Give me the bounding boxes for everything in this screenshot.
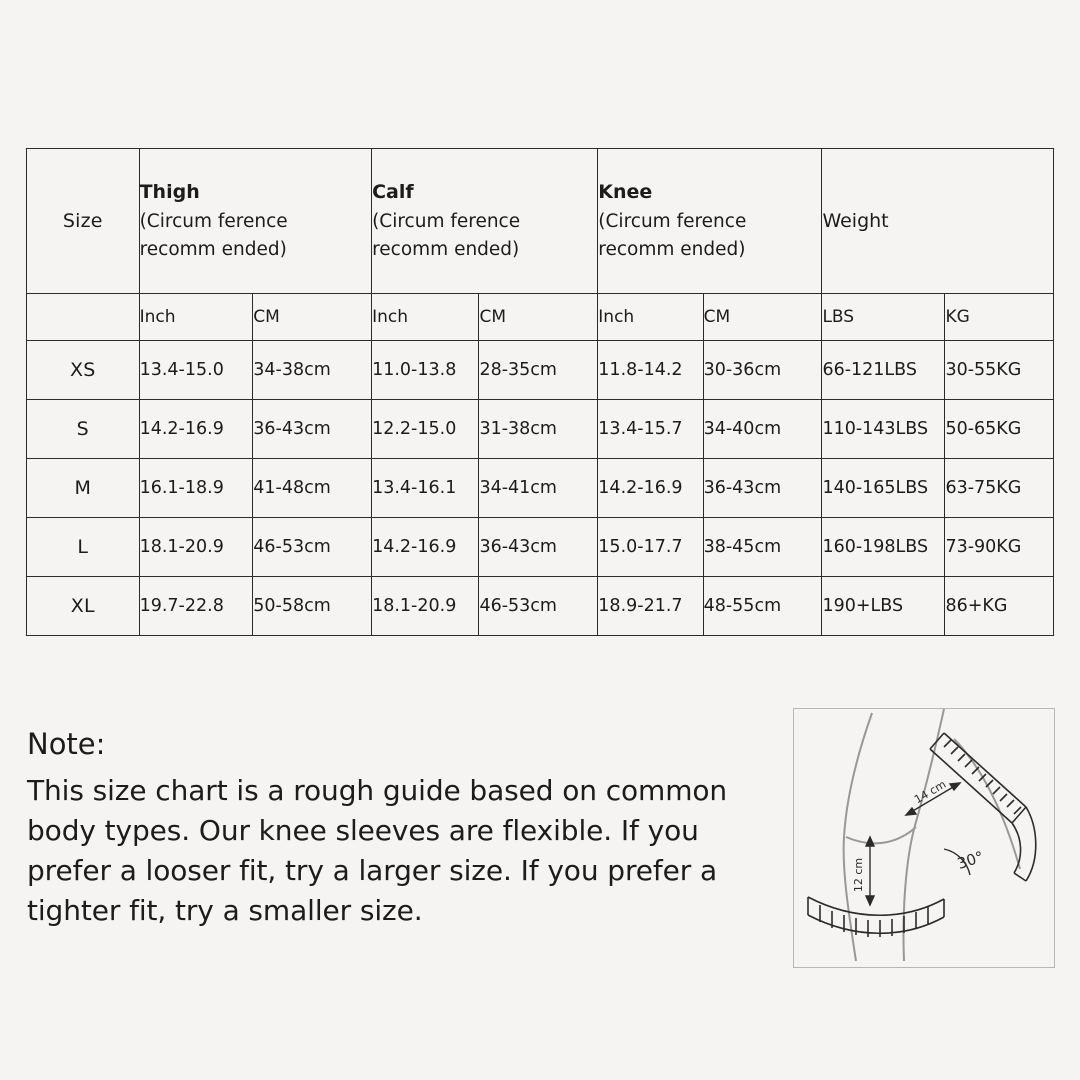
cell-calf-inch: 11.0-13.8	[372, 341, 479, 400]
table-unit-row	[27, 294, 1054, 341]
header-calf-sub2: recomm ended)	[372, 238, 520, 260]
cell-size: M	[27, 459, 140, 518]
cell-thigh-inch: 16.1-18.9	[139, 459, 253, 518]
cell-calf-inch: 12.2-15.0	[372, 400, 479, 459]
cell-size: XS	[27, 341, 140, 400]
cell-thigh-cm: 46-53cm	[253, 518, 372, 577]
leg-measurement-diagram	[793, 708, 1055, 968]
cell-calf-inch: 14.2-16.9	[372, 518, 479, 577]
label-thigh: 14 cm	[912, 777, 949, 807]
cell-weight-kg: 50-65KG	[945, 400, 1054, 459]
cell-size: L	[27, 518, 140, 577]
cell-weight-kg: 73-90KG	[945, 518, 1054, 577]
cell-thigh-cm: 50-58cm	[253, 577, 372, 636]
header-thigh-sub1: (Circum ference	[139, 210, 288, 232]
cell-knee-inch: 11.8-14.2	[598, 341, 703, 400]
unit-knee-cm: CM	[703, 294, 822, 341]
cell-weight-kg: 63-75KG	[945, 459, 1054, 518]
unit-thigh-cm: CM	[253, 294, 372, 341]
label-angle: 30°	[955, 847, 986, 873]
header-thigh-sub2: recomm ended)	[139, 238, 287, 260]
cell-thigh-inch: 18.1-20.9	[139, 518, 253, 577]
cell-weight-lbs: 160-198LBS	[822, 518, 945, 577]
table-row	[27, 459, 1054, 518]
header-calf	[372, 149, 598, 294]
cell-calf-cm: 34-41cm	[479, 459, 598, 518]
cell-calf-cm: 28-35cm	[479, 341, 598, 400]
leg-diagram-svg	[794, 709, 1052, 965]
cell-calf-cm: 46-53cm	[479, 577, 598, 636]
cell-size: S	[27, 400, 140, 459]
header-knee-sub2: recomm ended)	[598, 238, 746, 260]
size-chart-table	[26, 148, 1054, 636]
cell-weight-lbs: 190+LBS	[822, 577, 945, 636]
cell-knee-inch: 18.9-21.7	[598, 577, 703, 636]
cell-calf-inch: 18.1-20.9	[372, 577, 479, 636]
cell-thigh-cm: 36-43cm	[253, 400, 372, 459]
note-title: Note:	[27, 727, 106, 761]
cell-knee-cm: 30-36cm	[703, 341, 822, 400]
cell-knee-cm: 34-40cm	[703, 400, 822, 459]
table-row	[27, 518, 1054, 577]
cell-weight-lbs: 140-165LBS	[822, 459, 945, 518]
cell-knee-inch: 14.2-16.9	[598, 459, 703, 518]
unit-weight-lbs: LBS	[822, 294, 945, 341]
header-thigh	[139, 149, 371, 294]
cell-weight-kg: 30-55KG	[945, 341, 1054, 400]
cell-weight-lbs: 66-121LBS	[822, 341, 945, 400]
header-weight: Weight	[822, 149, 1054, 294]
header-thigh-title: Thigh	[139, 180, 200, 203]
cell-thigh-inch: 14.2-16.9	[139, 400, 253, 459]
cell-thigh-cm: 41-48cm	[253, 459, 372, 518]
cell-weight-kg: 86+KG	[945, 577, 1054, 636]
cell-weight-lbs: 110-143LBS	[822, 400, 945, 459]
cell-calf-inch: 13.4-16.1	[372, 459, 479, 518]
header-knee-sub1: (Circum ference	[598, 210, 747, 232]
cell-knee-cm: 38-45cm	[703, 518, 822, 577]
table-row	[27, 400, 1054, 459]
header-calf-sub1: (Circum ference	[372, 210, 521, 232]
header-knee	[598, 149, 822, 294]
cell-thigh-cm: 34-38cm	[253, 341, 372, 400]
table-header-row	[27, 149, 1054, 294]
unit-calf-cm: CM	[479, 294, 598, 341]
table-row	[27, 577, 1054, 636]
label-knee: 12 cm	[852, 857, 865, 893]
unit-knee-inch: Inch	[598, 294, 703, 341]
table-row	[27, 341, 1054, 400]
cell-knee-inch: 13.4-15.7	[598, 400, 703, 459]
cell-knee-cm: 36-43cm	[703, 459, 822, 518]
cell-thigh-inch: 13.4-15.0	[139, 341, 253, 400]
unit-blank	[27, 294, 140, 341]
cell-thigh-inch: 19.7-22.8	[139, 577, 253, 636]
cell-knee-cm: 48-55cm	[703, 577, 822, 636]
note-block	[27, 728, 787, 930]
note-body: This size chart is a rough guide based on common body types. Our knee sleeves are flexible. If you prefer a looser fit, try a larger size. If you prefer a tighter fit, try a smaller size.	[27, 774, 728, 927]
cell-calf-cm: 36-43cm	[479, 518, 598, 577]
size-chart-table-wrapper	[26, 148, 1054, 636]
unit-calf-inch: Inch	[372, 294, 479, 341]
cell-knee-inch: 15.0-17.7	[598, 518, 703, 577]
header-knee-title: Knee	[598, 180, 653, 203]
cell-size: XL	[27, 577, 140, 636]
header-size: Size	[27, 149, 140, 294]
unit-weight-kg: KG	[945, 294, 1054, 341]
cell-calf-cm: 31-38cm	[479, 400, 598, 459]
header-calf-title: Calf	[372, 180, 414, 203]
unit-thigh-inch: Inch	[139, 294, 253, 341]
